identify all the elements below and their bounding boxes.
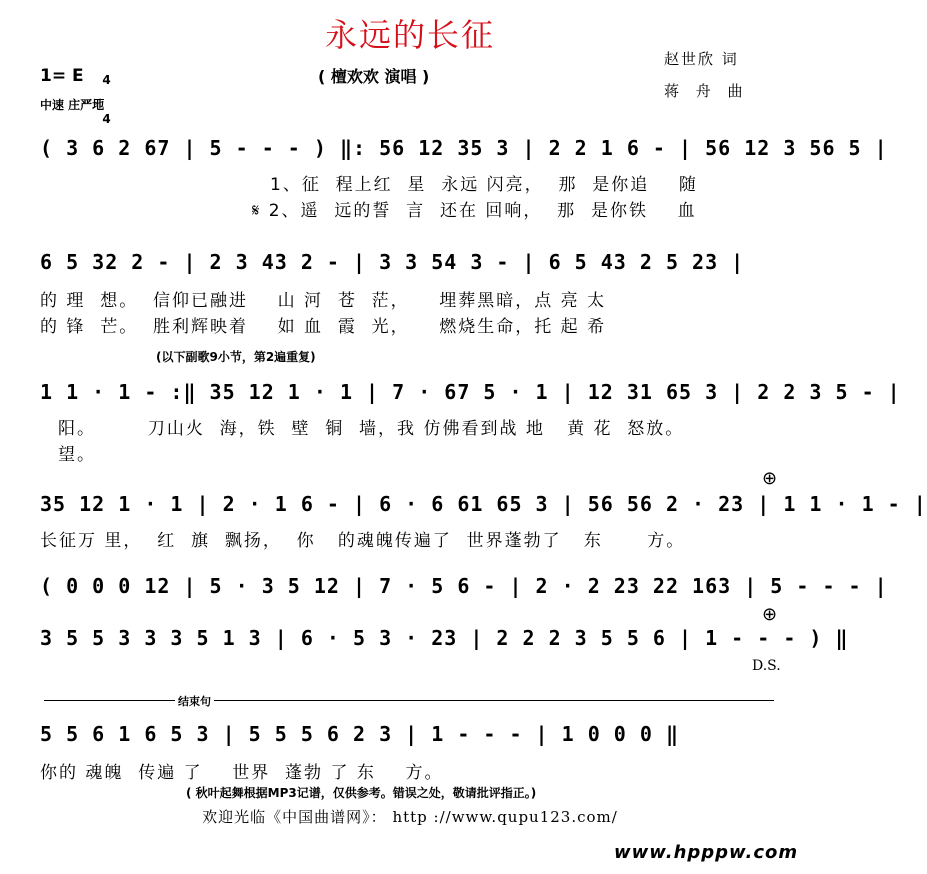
time-signature [94, 62, 111, 125]
composer-credit: 蒋 舟 曲 [664, 82, 749, 100]
watermark: www.hpppw.com [614, 842, 799, 863]
lyric-line-4a: 长征万 里， 红 旗 飘扬， 你 的魂魄传遍了 世界蓬勃了 东 方。 [40, 531, 686, 551]
coda-sign-icon-2: ⊕ [762, 604, 778, 625]
notation-line-1: ( 3 6 2 67 | 5 - - - ) ‖: 56 12 35 3 | 2 2 1 6 - | 56 12 3 56 5 | [40, 136, 888, 160]
time-sig-bottom: 4 [102, 112, 111, 126]
notation-line-4: 35 12 1 · 1 | 2 · 1 6 - | 6 · 6 61 65 3 | 56 56 2 · 23 | 1 1 · 1 - | [40, 492, 927, 516]
site-footer: 欢迎光临《中国曲谱网》： http ://www.qupu123.com/ [202, 808, 618, 826]
lyric-line-1a: 1、征 程上红 星 永远 闪亮， 那 是你追 随 [270, 175, 698, 195]
dal-segno-marking: D.S. [752, 658, 781, 674]
lyric-line-3b: 望。 [58, 445, 96, 465]
lyric-line-1b: 𝄋 2、遥 远的誓 言 还在 回响， 那 是你铁 血 [252, 201, 697, 221]
notation-line-2: 6 5 32 2 - | 2 3 43 2 - | 3 3 54 3 - | 6 5 43 2 5 23 | [40, 250, 745, 274]
refrain-annotation: (以下副歌9小节，第2遍重复) [156, 350, 316, 364]
lyric-line-3a: 阳。 刀山火 海，铁 壁 铜 墙，我 仿佛看到战 地 黄 花 怒放。 [58, 419, 685, 439]
lyricist-credit: 赵世欣 词 [664, 50, 739, 68]
singer-credit: ( 檀欢欢 演唱 ) [318, 67, 430, 86]
tempo-marking: 中速 庄严地 [40, 98, 105, 112]
notation-line-5: ( 0 0 0 12 | 5 · 3 5 12 | 7 · 5 6 - | 2 · 2 23 22 163 | 5 - - - | [40, 574, 888, 598]
transcription-note: ( 秋叶起舞根据MP3记谱，仅供参考。错误之处，敬请批评指正。) [186, 786, 537, 800]
ending-bracket-line [44, 700, 774, 701]
key-signature: 1= E [40, 66, 84, 86]
lyric-line-7a: 你的 魂魄 传遍 了 世界 蓬勃 了 东 方。 [40, 763, 444, 783]
time-sig-top: 4 [102, 73, 111, 87]
lyric-line-2a: 的 理 想。 信仰已融进 山 河 苍 茫， 埋葬黑暗，点 亮 太 [40, 291, 607, 311]
ending-label: 结束句 [175, 693, 214, 709]
coda-sign-icon: ⊕ [762, 468, 778, 489]
notation-line-7: 5 5 6 1 6 5 3 | 5 5 5 6 2 3 | 1 - - - | 1 0 0 0 ‖ [40, 722, 680, 746]
notation-line-6: 3 5 5 3 3 3 5 1 3 | 6 · 5 3 · 23 | 2 2 2 3 5 5 6 | 1 - - - ) ‖ [40, 626, 849, 650]
lyric-line-2b: 的 锋 芒。 胜利辉映着 如 血 霞 光， 燃烧生命，托 起 希 [40, 317, 607, 337]
notation-line-3: 1 1 · 1 - :‖ 35 12 1 · 1 | 7 · 67 5 · 1 | 12 31 65 3 | 2 2 3 5 - | [40, 380, 901, 404]
page-title: 永远的长征 [324, 16, 495, 54]
